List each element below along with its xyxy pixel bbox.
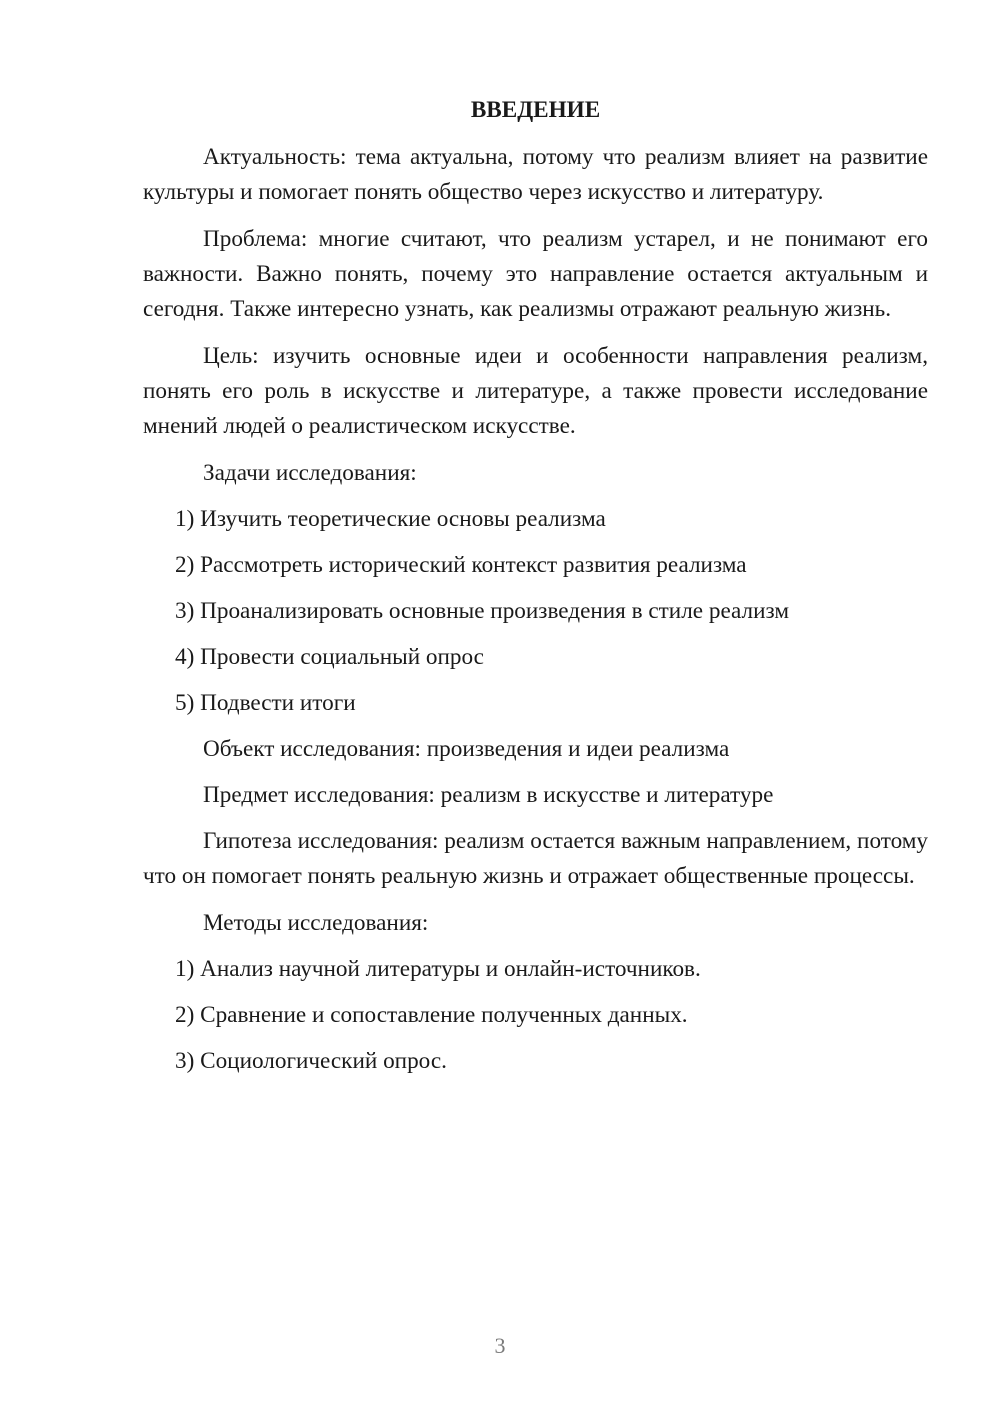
methods-heading: Методы исследования: <box>203 910 429 936</box>
hypothesis-paragraph: Гипотеза исследования: реализм остается важным направлением, потому что он помогает понять реальную жизнь и отражает общественные процессы. <box>143 828 928 889</box>
section-title: ВВЕДЕНИЕ <box>470 97 601 123</box>
task-item: 2) Рассмотреть исторический контекст развития реализма <box>175 552 747 578</box>
method-item: 3) Социологический опрос. <box>175 1048 447 1074</box>
tasks-heading: Задачи исследования: <box>203 460 417 486</box>
method-item: 2) Сравнение и сопоставление полученных данных. <box>175 1002 688 1028</box>
task-item: 1) Изучить теоретические основы реализма <box>175 506 606 532</box>
problem-paragraph: Проблема: многие считают, что реализм устарел, и не понимают его важности. Важно понять, почему это направление остается актуальным и сегодня. Также интересно узнать, как реализмы отражают реальную жизнь. <box>143 226 928 322</box>
page-content <box>143 93 928 1090</box>
subject-line: Предмет исследования: реализм в искусстве и литературе <box>203 782 774 808</box>
object-line: Объект исследования: произведения и идеи реализма <box>203 736 730 762</box>
method-item: 1) Анализ научной литературы и онлайн-источников. <box>175 956 701 982</box>
goal-paragraph: Цель: изучить основные идеи и особенности направления реализм, понять его роль в искусстве и литературе, а также провести исследование мнений людей о реалистическом искусстве. <box>143 343 928 439</box>
relevance-paragraph: Актуальность: тема актуальна, потому что реализм влияет на развитие культуры и помогает понять общество через искусство и литературу. <box>143 144 928 205</box>
page-number: 3 <box>494 1333 506 1358</box>
task-item: 4) Провести социальный опрос <box>175 644 484 670</box>
task-item: 5) Подвести итоги <box>175 690 356 716</box>
task-item: 3) Проанализировать основные произведения в стиле реализм <box>175 598 790 624</box>
